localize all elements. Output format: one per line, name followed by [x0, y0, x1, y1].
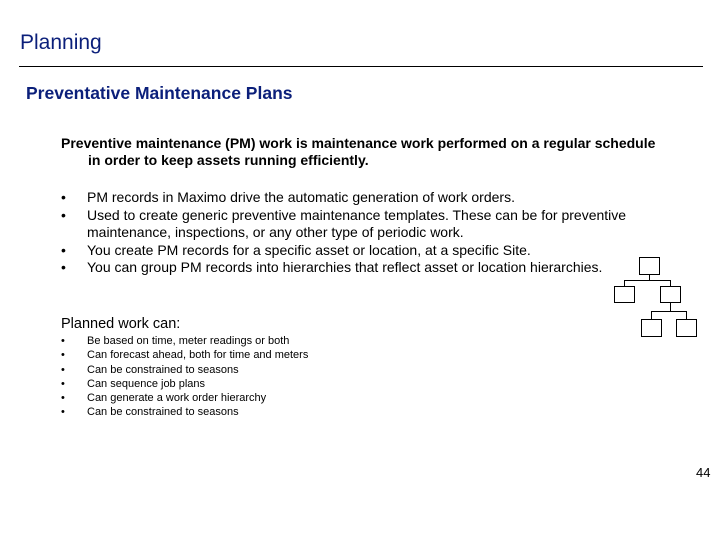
list-item-text: You can group PM records into hierarchies that reflect asset or location hierarchies. — [87, 259, 603, 275]
planned-work-heading: Planned work can: — [61, 316, 181, 332]
bullet-icon: • — [61, 259, 66, 275]
hierarchy-connector — [650, 281, 671, 287]
intro-paragraph: Preventive maintenance (PM) work is maintenance work performed on a regular schedule in order to keep assets running efficiently. — [61, 135, 656, 168]
list-item-text: You create PM records for a specific asset or location, at a specific Site. — [87, 241, 531, 258]
bullet-icon: • — [61, 377, 65, 390]
list-item — [61, 405, 461, 419]
slide-title: Planning — [20, 31, 102, 54]
page-number: 44 — [696, 465, 711, 480]
list-item-text: Can forecast ahead, both for time and meters — [87, 349, 309, 362]
bullet-icon: • — [61, 206, 66, 223]
hierarchy-diagram — [610, 255, 710, 340]
list-item — [61, 391, 461, 405]
list-item-text: Can be constrained to seasons — [87, 363, 239, 376]
list-item-text: PM records in Maximo drive the automatic generation of work orders. — [87, 189, 515, 205]
hierarchy-connector — [625, 275, 650, 287]
list-item — [61, 189, 641, 207]
list-item-text: Used to create generic preventive maintenance templates. These can be for preventive maintenance, inspections, or any other type of periodic work. — [87, 206, 627, 240]
list-item — [61, 377, 461, 391]
bullet-icon: • — [61, 406, 65, 419]
list-item — [61, 242, 641, 260]
bullet-icon: • — [61, 241, 66, 258]
hierarchy-connector — [652, 303, 671, 320]
bullet-icon: • — [61, 349, 65, 362]
bullet-icon: • — [61, 392, 65, 405]
pm-bullet-list — [61, 189, 641, 277]
list-item-text: Be based on time, meter readings or both — [87, 335, 290, 347]
list-item-text: Can generate a work order hierarchy — [87, 392, 267, 405]
hierarchy-node-root — [640, 258, 660, 275]
list-item — [61, 363, 461, 377]
bullet-icon: • — [61, 363, 65, 376]
hierarchy-node-right — [661, 287, 681, 303]
planned-work-list — [61, 334, 461, 420]
list-item-text: Can be constrained to seasons — [87, 406, 239, 419]
list-item-text: Can sequence job plans — [87, 377, 206, 390]
list-item — [61, 259, 617, 277]
slide-subtitle: Preventative Maintenance Plans — [26, 83, 293, 103]
bullet-icon: • — [61, 189, 66, 205]
hierarchy-node-left — [615, 287, 635, 303]
list-item — [61, 207, 641, 242]
hierarchy-node-child-right — [677, 320, 697, 337]
list-item — [61, 334, 461, 348]
hierarchy-connector — [671, 312, 687, 320]
list-item — [61, 348, 461, 362]
hierarchy-node-child-left — [642, 320, 662, 337]
bullet-icon: • — [61, 335, 65, 347]
title-divider — [19, 66, 703, 67]
